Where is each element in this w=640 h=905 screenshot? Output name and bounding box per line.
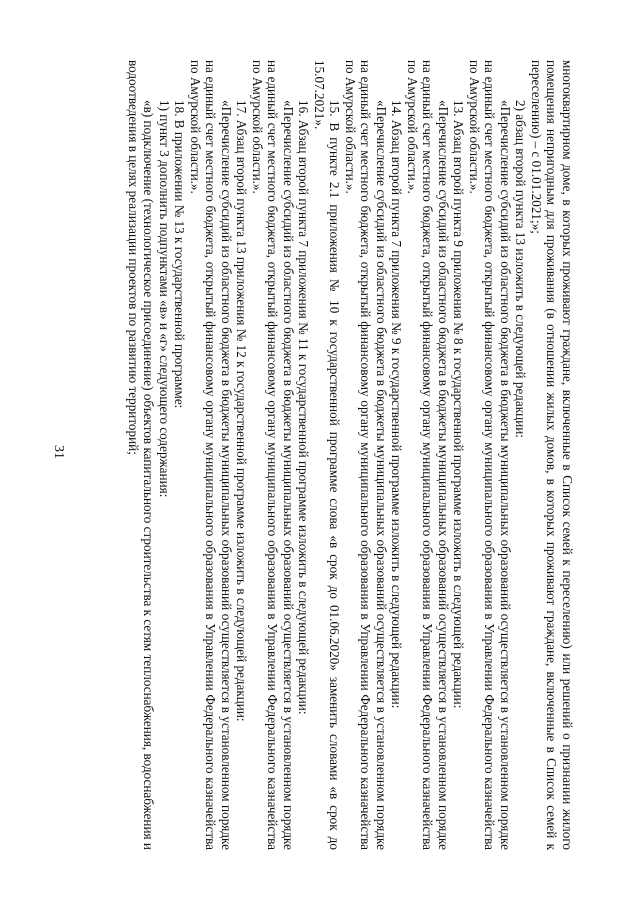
paragraph: многоквартирном доме, в которых проживают граждане, включенные в Список семей к переселению) или решений о признании жилого помещения непригодным для проживания (в отношении жилых домов, в которых проживают граждане, включенные в Список семей к переселению) – с 01.01.2021;»; bbox=[529, 60, 575, 850]
paragraph: 13. Абзац второй пункта 9 приложения № 8 к государственной программе изложить в следующей редакции: bbox=[451, 100, 467, 709]
paragraph: «в) подключение (технологическое присоединение) объектов капитального строительства к сетям теплоснабжения, водоснабжения и водоотведения в целях реализации проектов по развитию территорий; bbox=[126, 60, 157, 850]
paragraph: «Перечисление субсидий из областного бюджета в бюджеты муниципальных образований осуществляется в установленном порядке на единый счет местного бюджета, открытый финансовому органу муниципального образования в Управлении Федерального казначейства по Амурской области.». bbox=[250, 60, 296, 850]
paragraph: 17. Абзац второй пункта 13 приложения № 12 к государственной программе изложить в следующей редакции: bbox=[234, 100, 250, 722]
paragraph: 14. Абзац второй пункта 7 приложения № 9 к государственной программе изложить в следующей редакции: bbox=[389, 100, 405, 709]
paragraph: 15. В пункте 2.1 приложения № 10 к государственной программе слова «в срок до 01.06.2020» заменить словами «в срок до 15.07.2021». bbox=[312, 60, 343, 850]
paragraph: 16. Абзац второй пункта 7 приложения № 11 к государственной программе изложить в следующей редакции: bbox=[296, 100, 312, 715]
paragraph: «Перечисление субсидий из областного бюджета в бюджеты муниципальных образований осуществляется в установленном порядке на единый счет местного бюджета, открытый финансовому органу муниципального образования в Управлении Федерального казначейства по Амурской области.». bbox=[405, 60, 451, 850]
document-body bbox=[105, 60, 575, 850]
paragraph: 2) абзац второй пункта 13 изложить в следующей редакции: bbox=[513, 100, 529, 438]
paragraph: «Перечисление субсидий из областного бюджета в бюджеты муниципальных образований осуществляется в установленном порядке на единый счет местного бюджета, открытый финансовому органу муниципального образования в Управлении Федерального казначейства по Амурской области.». bbox=[343, 60, 389, 850]
paragraph: «Перечисление субсидий из областного бюджета в бюджеты муниципальных образований осуществляется в установленном порядке на единый счет местного бюджета, открытый финансовому органу муниципального образования в Управлении Федерального казначейства по Амурской области.». bbox=[188, 60, 234, 850]
paragraph: 1) пункт 3 дополнить подпунктами «в» и «г» следующего содержания: bbox=[157, 100, 172, 498]
page-number: 31 bbox=[51, 445, 66, 459]
paragraph: 18. В приложении № 13 к государственной программе: bbox=[172, 100, 188, 409]
paragraph: «Перечисление субсидий из областного бюджета в бюджеты муниципальных образований осуществляется в установленном порядке на единый счет местного бюджета, открытый финансовому органу муниципального образования в Управлении Федерального казначейства по Амурской области.». bbox=[467, 60, 513, 850]
